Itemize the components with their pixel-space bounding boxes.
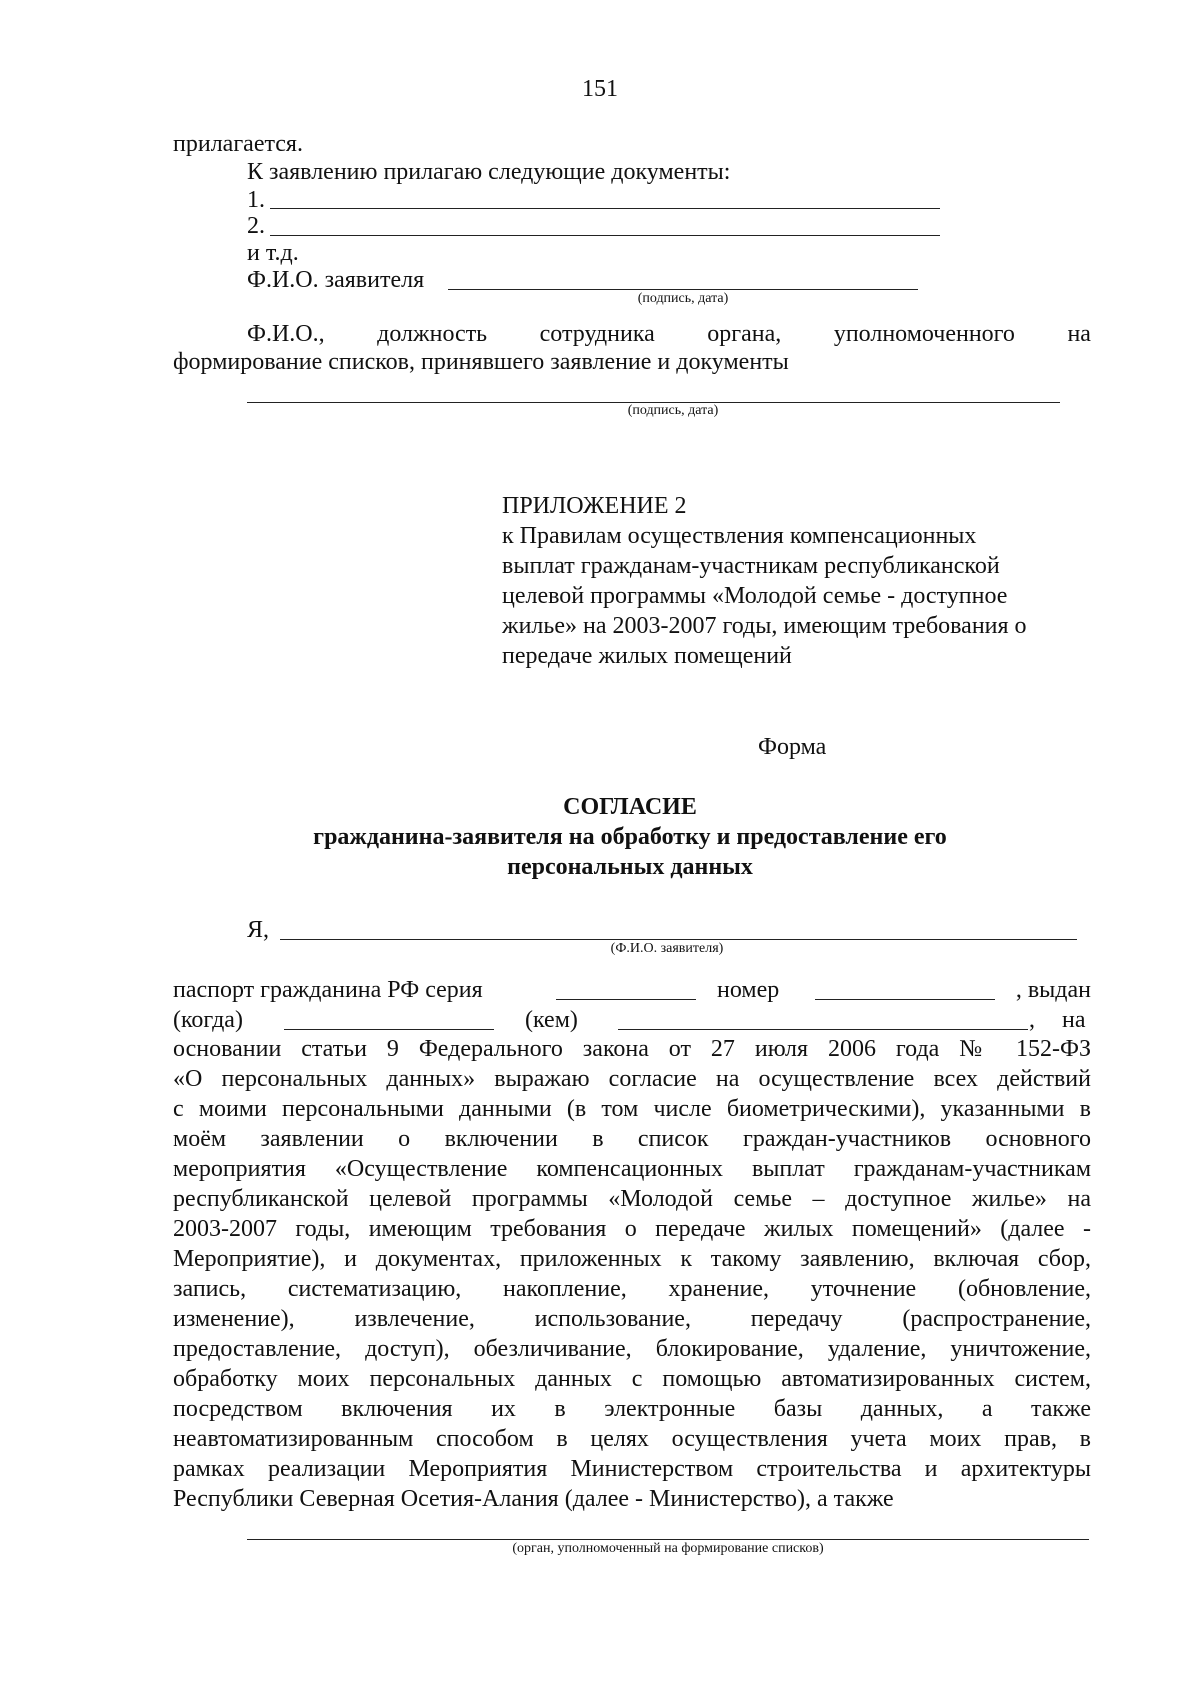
blank-line-number [815,999,995,1000]
blank-line [280,939,1077,940]
body-line: предоставление, доступ), обезличивание, блокирование, удаление, уничтожение, [173,1336,1091,1362]
body-line: неавтоматизированным способом в целях осуществления учета моих прав, в [173,1426,1091,1452]
text-line: К заявлению прилагаю следующие документы: [247,159,731,185]
applicant-fio-label: Ф.И.О. заявителя [247,267,425,293]
text-line: прилагается. [173,131,303,157]
body-line: 2003-2007 годы, имеющим требования о передаче жилых помещений» (далее - [173,1216,1091,1242]
blank-line [270,208,940,209]
employee-row [247,320,1091,348]
word-na: на [1062,1007,1086,1033]
body-line: основании статьи 9 Федерального закона от 27 июля 2006 года № 152-ФЗ [173,1036,1091,1062]
number-label: номер [717,977,780,1003]
signature-caption: (подпись, дата) [627,403,719,418]
body-line: изменение), извлечение, использование, передачу (распространение, [173,1306,1091,1332]
appendix-line: целевой программы «Молодой семье - доступное [502,583,1008,609]
passport-label: паспорт гражданина РФ серия [173,977,483,1003]
body-line: мероприятия «Осуществление компенсационных выплат гражданам-участникам [173,1156,1091,1182]
body-line: с моими персональными данными (в том числе биометрическими), указанными в [173,1096,1091,1122]
blank-line [247,1539,1089,1540]
consent-subtitle: персональных данных [507,854,753,880]
text-line: формирование списков, принявшего заявление и документы [173,349,789,375]
blank-line [270,235,940,236]
fio-caption: (Ф.И.О. заявителя) [610,941,724,956]
body-line: моём заявлении о включении в список граждан-участников основного [173,1126,1091,1152]
consent-subtitle: гражданина-заявителя на обработку и предоставление его [313,824,947,850]
consent-title: СОГЛАСИЕ [563,794,697,820]
appendix-line: передаче жилых помещений [502,643,792,669]
appendix-line: к Правилам осуществления компенсационных [502,523,977,549]
text-line: и т.д. [247,240,299,266]
word: органа, [707,321,782,347]
body-line: республиканской целевой программы «Молодой семье – доступное жилье» на [173,1186,1091,1212]
comma: , [1029,1007,1035,1033]
appendix-line: выплат гражданам-участникам республиканской [502,553,1000,579]
word: сотрудника [539,321,655,347]
body-line: «О персональных данных» выражаю согласие на осуществление всех действий [173,1066,1091,1092]
blank-line [448,289,918,290]
body-line: Республики Северная Осетия-Алания (далее - Министерство), а также [173,1486,894,1512]
word: должность [377,321,488,347]
word: на [1067,321,1091,347]
list-item-number: 1. [247,187,265,213]
body-line: обработку моих персональных данных с помощью автоматизированных систем, [173,1366,1091,1392]
body-line: Мероприятие), и документах, приложенных к такому заявлению, включая сбор, [173,1246,1091,1272]
word: Ф.И.О., [247,321,325,347]
page-number: 151 [582,76,618,102]
blank-line-by-whom [618,1029,1028,1030]
blank-line-when [284,1029,494,1030]
ya-label: Я, [247,917,270,943]
list-item-number: 2. [247,213,265,239]
by-whom-label: (кем) [525,1007,578,1033]
issued-label: , выдан [1015,977,1091,1003]
blank-line-series [556,999,696,1000]
appendix-title: ПРИЛОЖЕНИЕ 2 [502,493,687,519]
body-line: запись, систематизацию, накопление, хранение, уточнение (обновление, [173,1276,1091,1302]
body-line: посредством включения их в электронные базы данных, а также [173,1396,1091,1422]
form-label: Форма [758,734,827,760]
when-label: (когда) [173,1007,243,1033]
organ-caption: (орган, уполномоченный на формирование списков) [512,1541,824,1556]
body-line: рамках реализации Мероприятия Министерством строительства и архитектуры [173,1456,1091,1482]
appendix-line: жилье» на 2003-2007 годы, имеющим требования о [502,613,1027,639]
signature-caption: (подпись, дата) [637,291,729,306]
word: уполномоченного [833,321,1015,347]
